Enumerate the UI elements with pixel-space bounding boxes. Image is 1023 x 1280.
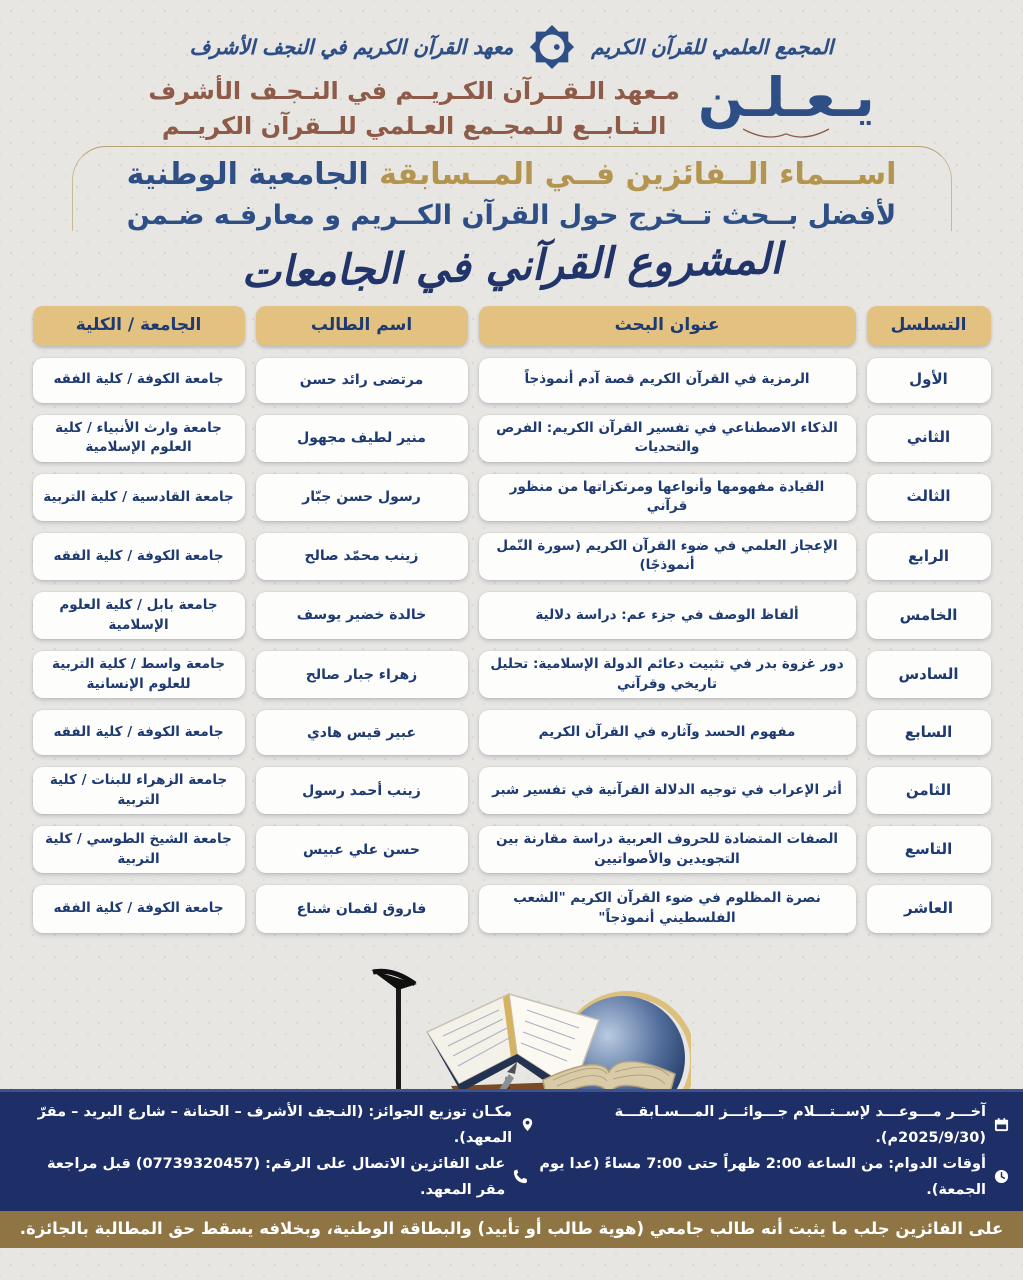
- footer-line-1: [14, 1099, 1009, 1151]
- rank-cell: التاسع: [867, 826, 991, 873]
- student-id-notice: على الفائزين جلب ما يثبت أنه طالب جامعي (هوية طالب أو تأييد) والبطاقة الوطنية، وبخلافه يسقط حق المطالبة بالجائزة.: [0, 1211, 1023, 1248]
- title-gold-part: اســـماء الــفائزين فــي المــسابقة: [379, 156, 897, 192]
- phone-icon: [513, 1169, 528, 1184]
- curly-brace-decoration: [741, 127, 831, 143]
- university-cell: جامعة القادسية / كلية التربية: [33, 474, 245, 521]
- title-blue-part: الجامعية الوطنية: [126, 156, 369, 192]
- student-cell: مرتضى رائد حسن: [256, 358, 468, 403]
- location-pin-icon: [520, 1117, 535, 1132]
- title-line-1: [83, 157, 941, 192]
- rank-cell: الثاني: [867, 415, 991, 462]
- table-row: [33, 710, 991, 755]
- clock-icon: [994, 1169, 1009, 1184]
- header-banner: [0, 0, 1023, 70]
- research-cell: ألفاظ الوصف في جزء عم: دراسة دلالية: [479, 592, 856, 639]
- location-text: مكـان توزيع الجوائز: (النـجف الأشرف – الحنانة – شارع البريد – مقرّ المعهد).: [37, 1103, 513, 1146]
- phone-text: على الفائزين الاتصال على الرقم: (07739320457) قبل مراجعة مقر المعهد.: [47, 1155, 506, 1198]
- student-cell: حسن علي عبيس: [256, 826, 468, 873]
- rank-cell: العاشر: [867, 885, 991, 932]
- research-cell: مفهوم الحسد وآثاره في القرآن الكريم: [479, 710, 856, 755]
- student-cell: خالدة خضير يوسف: [256, 592, 468, 639]
- announce-word: يـعـلـن: [697, 65, 875, 129]
- research-cell: القيادة مفهومها وأنواعها ومرتكزاتها من منظور قرآني: [479, 474, 856, 521]
- research-cell: الذكاء الاصطناعي في تفسير القرآن الكريم: الفرص والتحديات: [479, 415, 856, 462]
- footer-line-2: [14, 1151, 1009, 1203]
- university-cell: جامعة الكوفة / كلية الفقه: [33, 533, 245, 580]
- rank-cell: الرابع: [867, 533, 991, 580]
- header-research: عنوان البحث: [479, 306, 856, 346]
- hours-text: أوقات الدوام: من الساعة 2:00 ظهراً حتى 7:00 مساءً (عدا يوم الجمعة).: [539, 1155, 986, 1198]
- student-cell: فاروق لقمان شناع: [256, 885, 468, 932]
- table-row: [33, 474, 991, 521]
- research-cell: أثر الإعراب في توجيه الدلالة القرآنية في تفسير شبر: [479, 767, 856, 814]
- rank-cell: السادس: [867, 651, 991, 698]
- table-row: [33, 826, 991, 873]
- university-cell: جامعة الشيخ الطوسي / كلية التربية: [33, 826, 245, 873]
- university-cell: جامعة الزهراء للبنات / كلية التربية: [33, 767, 245, 814]
- university-cell: جامعة بابل / كلية العلوم الإسلامية: [33, 592, 245, 639]
- rank-cell: الثامن: [867, 767, 991, 814]
- table-row: [33, 767, 991, 814]
- research-cell: الصفات المتضادة للحروف العربية دراسة مقارنة بين التجويدين والأصواتيين: [479, 826, 856, 873]
- title-line-2: لأفضل بــحث تــخرج حول القرآن الكــريم و معارفـه ضـمن: [126, 199, 897, 231]
- institute-emblem-icon: [529, 24, 575, 70]
- institute-line-2: الـتـابــع للـمجـمع العـلمي للــقرآن الكريــم: [161, 111, 667, 140]
- table-row: [33, 533, 991, 580]
- project-calligraphy-title: المشروع القرآني في الجامعات: [240, 233, 783, 297]
- student-cell: زهراء جبار صالح: [256, 651, 468, 698]
- calendar-icon: [994, 1117, 1009, 1132]
- deadline-text: آخـــر مـــوعـــد لإســتـــلام جـــوائـــز المـــسـابقـــة (2025/9/30م).: [614, 1103, 986, 1146]
- table-row: [33, 885, 991, 932]
- deadline-segment: [535, 1099, 1009, 1151]
- university-cell: جامعة الكوفة / كلية الفقه: [33, 710, 245, 755]
- university-cell: جامعة واسط / كلية التربية للعلوم الإنسانية: [33, 651, 245, 698]
- student-cell: منير لطيف مجهول: [256, 415, 468, 462]
- rank-cell: الخامس: [867, 592, 991, 639]
- header-student: اسم الطالب: [256, 306, 468, 346]
- research-cell: الرمزية في القرآن الكريم قصة آدم أنموذجاً: [479, 358, 856, 403]
- institute-name-lines: [148, 74, 679, 144]
- student-cell: زينب أحمد رسول: [256, 767, 468, 814]
- table-row: [33, 651, 991, 698]
- university-cell: جامعة وارث الأنبياء / كلية العلوم الإسلامية: [33, 415, 245, 462]
- org-name-left: معهد القرآن الكريم في النجف الأشرف: [189, 35, 514, 59]
- footer: [0, 1089, 1023, 1248]
- research-cell: دور غزوة بدر في تثبيت دعائم الدولة الإسلامية: تحليل تاريخي وقرآني: [479, 651, 856, 698]
- table-header-row: [33, 306, 991, 346]
- table-row: [33, 358, 991, 403]
- header-serial: التسلسل: [867, 306, 991, 346]
- institute-line-1: مـعهد الـقــرآن الكـريــم في النـجـف الأشرف: [148, 77, 680, 105]
- student-cell: رسول حسن جبّار: [256, 474, 468, 521]
- announcement-heading: [0, 65, 1023, 144]
- rank-cell: الأول: [867, 358, 991, 403]
- university-cell: جامعة الكوفة / كلية الفقه: [33, 885, 245, 932]
- header-university: الجامعة / الكلية: [33, 306, 245, 346]
- table-row: [33, 415, 991, 462]
- research-cell: الإعجاز العلمي في ضوء القرآن الكريم (سورة النّمل أنموذجًا): [479, 533, 856, 580]
- research-cell: نصرة المظلوم في ضوء القرآن الكريم "الشعب الفلسطيني أنموذجاً": [479, 885, 856, 932]
- org-name-right: المجمع العلمي للقرآن الكريم: [591, 35, 834, 59]
- table-row: [33, 592, 991, 639]
- rank-cell: السابع: [867, 710, 991, 755]
- phone-segment: [14, 1151, 528, 1203]
- winners-table: [33, 306, 991, 933]
- announce-word-wrap: [697, 65, 875, 143]
- student-cell: عبير قيس هادي: [256, 710, 468, 755]
- university-cell: جامعة الكوفة / كلية الفقه: [33, 358, 245, 403]
- student-cell: زينب محمّد صالح: [256, 533, 468, 580]
- rank-cell: الثالث: [867, 474, 991, 521]
- footer-info-band: [0, 1089, 1023, 1211]
- hours-segment: [528, 1151, 1009, 1203]
- location-segment: [14, 1099, 535, 1151]
- competition-title-block: [72, 146, 952, 231]
